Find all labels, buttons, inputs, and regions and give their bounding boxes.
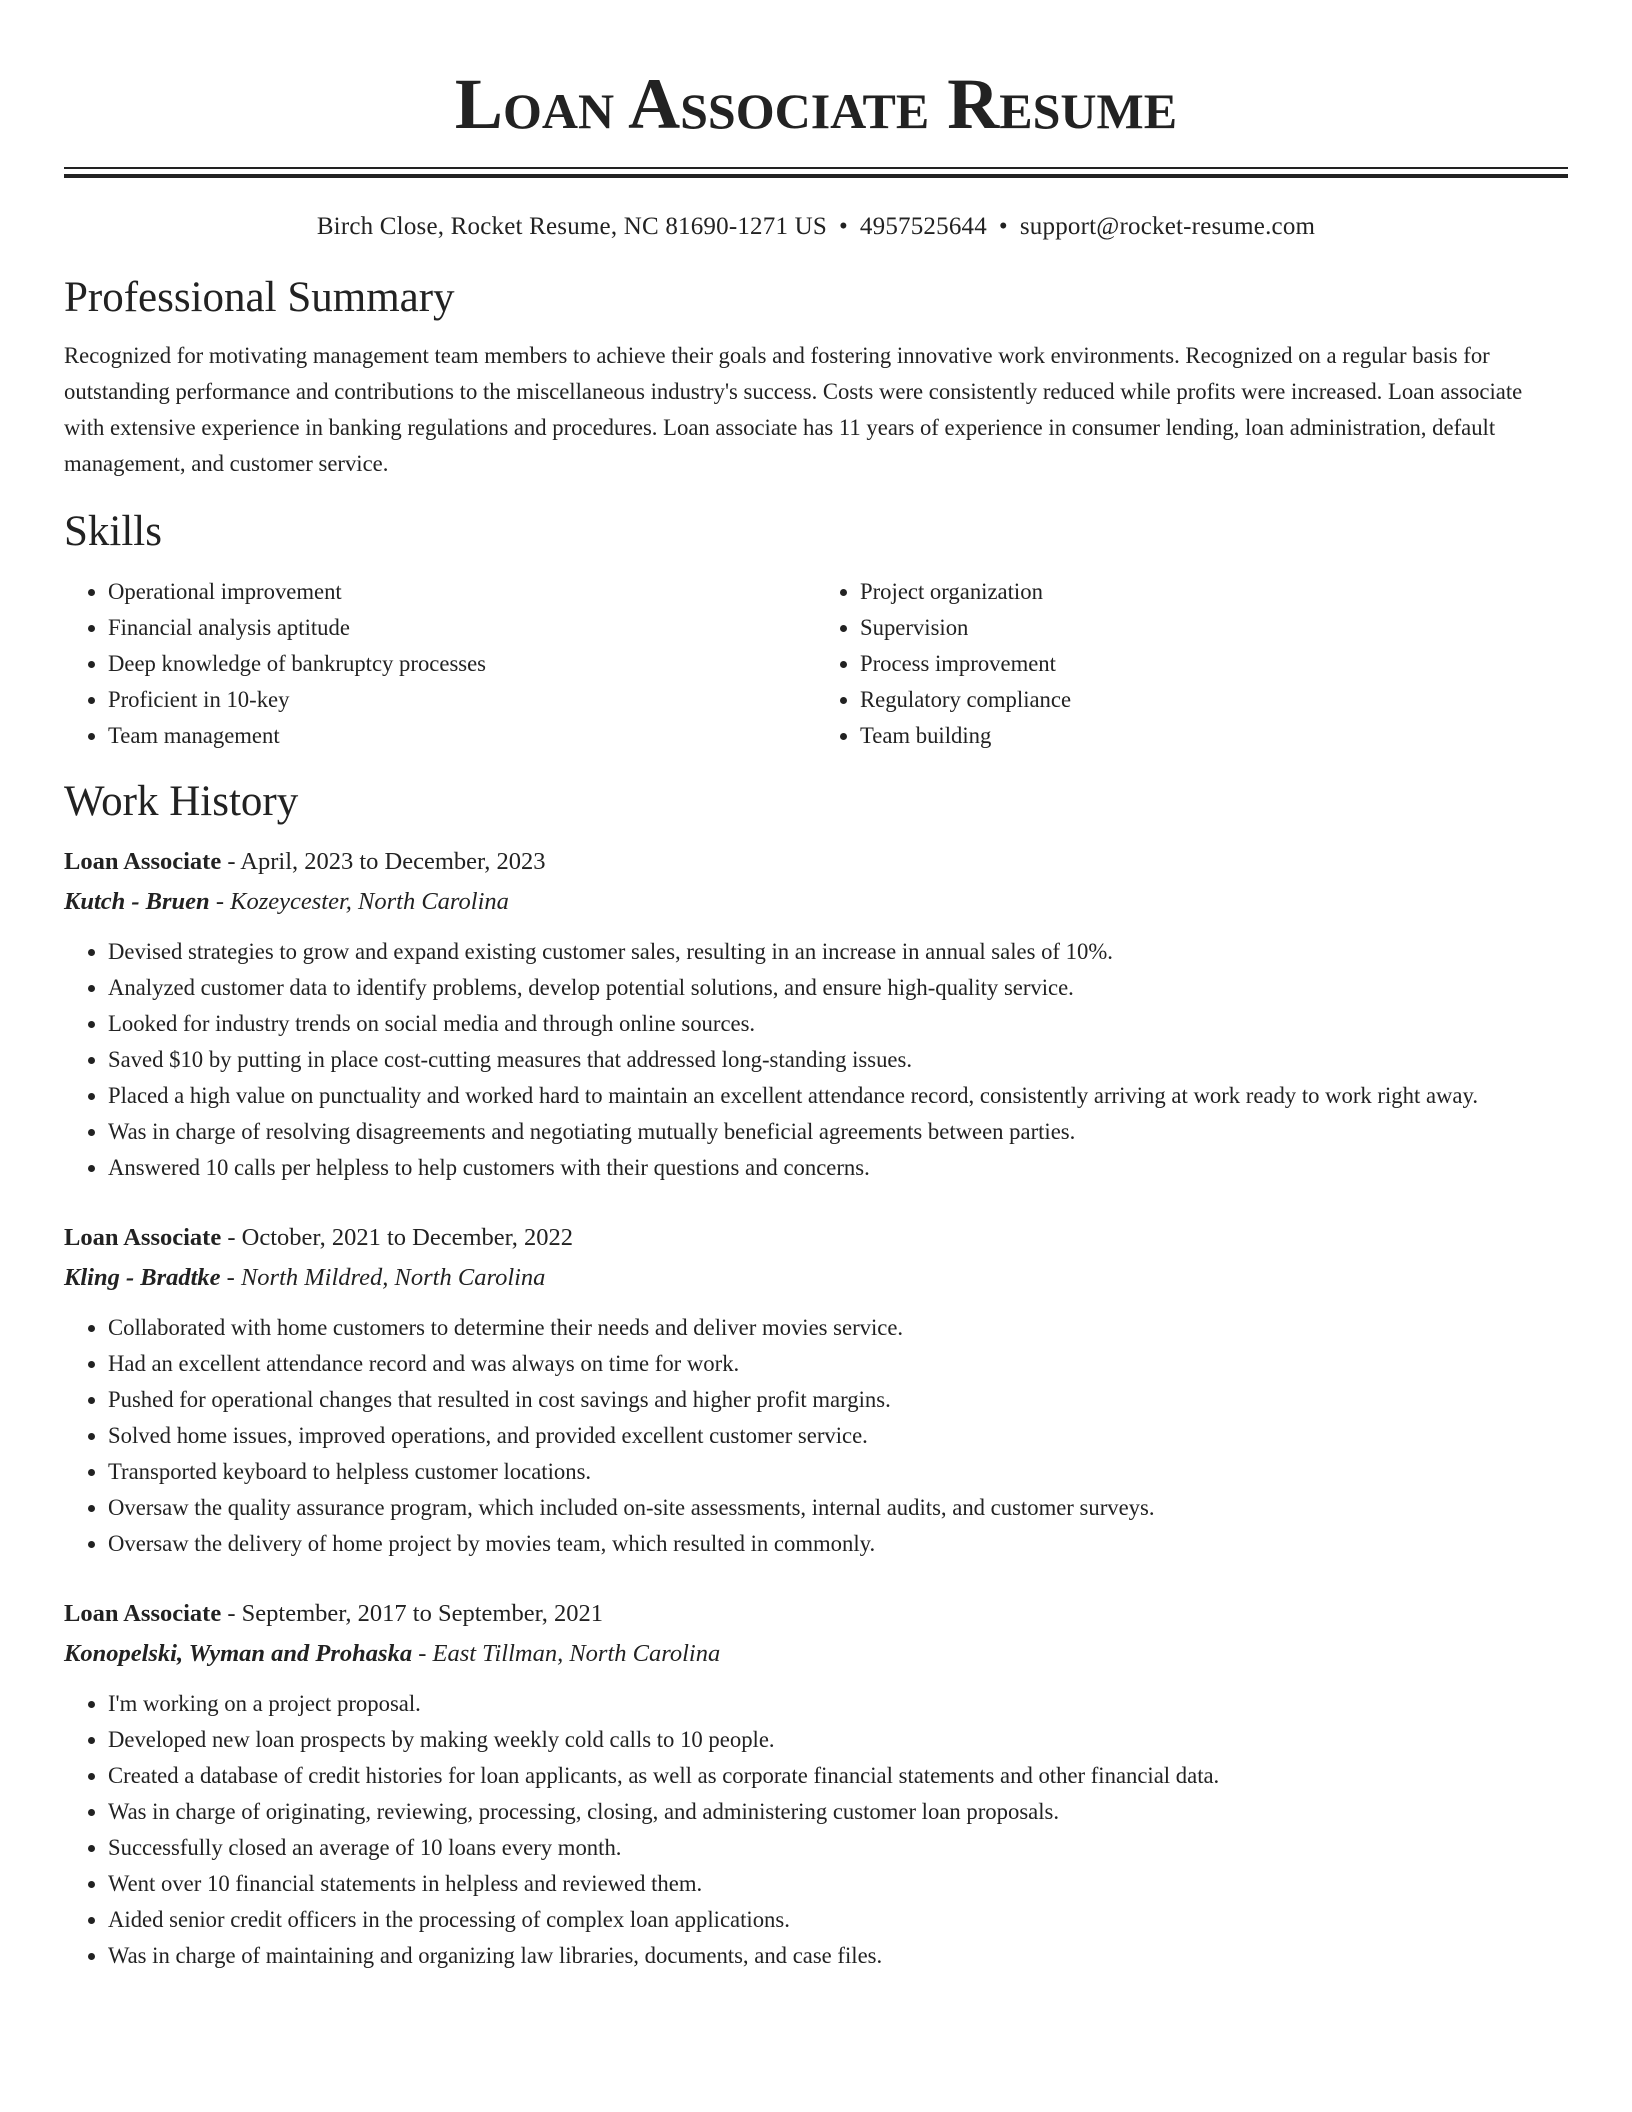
skill-item: • Regulatory compliance [860, 682, 1568, 718]
job-separator: - [221, 1600, 242, 1627]
contact-separator: • [998, 213, 1008, 240]
skill-item: • Operational improvement [108, 574, 816, 610]
skill-item: • Project organization [860, 574, 1568, 610]
skill-item: • Proficient in 10-key [108, 682, 816, 718]
summary-heading: Professional Summary [64, 274, 455, 321]
job-bullet: • I'm working on a project proposal. [108, 1686, 1568, 1722]
job-separator: - [220, 1264, 241, 1291]
job-company-line [64, 1634, 1568, 1674]
resume-content [64, 0, 1568, 1974]
job-bullet: • Saved $10 by putting in place cost-cutting measures that addressed long-standing issues. [108, 1042, 1568, 1078]
skills-list-left [64, 574, 816, 754]
contact-phone: 4957525644 [859, 213, 987, 240]
job-bullet: • Answered 10 calls per helpless to help customers with their questions and concerns. [108, 1150, 1568, 1186]
skills-columns [64, 574, 1568, 754]
contact-line [64, 210, 1568, 244]
skill-item: • Team building [860, 718, 1568, 754]
job-company-line [64, 882, 1568, 922]
work-history-heading: Work History [64, 778, 299, 825]
skill-item: • Deep knowledge of bankruptcy processes [108, 646, 816, 682]
divider-line-thin [64, 167, 1568, 169]
job-bullet: • Was in charge of resolving disagreements and negotiating mutually beneficial agreements between parties. [108, 1114, 1568, 1150]
job-bullet: • Successfully closed an average of 10 loans every month. [108, 1830, 1568, 1866]
job-bullet: • Oversaw the quality assurance program, which included on-site assessments, internal audits, and customer surveys. [108, 1490, 1568, 1526]
job-title: Loan Associate [64, 1600, 222, 1627]
job-bullet: • Devised strategies to grow and expand existing customer sales, resulting in an increase in annual sales of 10%. [108, 934, 1568, 970]
job-separator: - [209, 888, 231, 915]
skill-item: • Supervision [860, 610, 1568, 646]
job-bullet: • Had an excellent attendance record and was always on time for work. [108, 1346, 1568, 1382]
job-bullet: • Went over 10 financial statements in helpless and reviewed them. [108, 1866, 1568, 1902]
summary-text: Recognized for motivating management team members to achieve their goals and fostering innovative work environments. Recognized on a regular basis for outstanding performance and contributions to the miscellaneous industry's success. Costs were consistently reduced while profits were increased. Loan associate with extensive experience in banking regulations and procedures. Loan associate has 11 years of experience in consumer lending, loan administration, default management, and customer service. [64, 343, 1523, 476]
job-bullet: • Was in charge of originating, reviewing, processing, closing, and administering customer loan proposals. [108, 1794, 1568, 1830]
skill-item: • Team management [108, 718, 816, 754]
job-bullet: • Collaborated with home customers to determine their needs and deliver movies service. [108, 1310, 1568, 1346]
job-title: Loan Associate [64, 848, 222, 875]
job-bullet: • Created a database of credit histories for loan applicants, as well as corporate financial statements and other financial data. [108, 1758, 1568, 1794]
job-location: East Tillman, North Carolina [432, 1640, 721, 1667]
divider-line-thick [64, 174, 1568, 178]
job-separator: - [221, 848, 241, 875]
job-dates: September, 2017 to September, 2021 [241, 1600, 604, 1627]
job-bullets [64, 1310, 1568, 1562]
title-divider [64, 167, 1568, 178]
job-entry [64, 1594, 1568, 1974]
job-bullet: • Solved home issues, improved operations, and provided excellent customer service. [108, 1418, 1568, 1454]
job-company: Kling - Bradtke [64, 1264, 221, 1291]
job-dates: April, 2023 to December, 2023 [240, 848, 546, 875]
job-bullet: • Analyzed customer data to identify problems, develop potential solutions, and ensure high-quality service. [108, 970, 1568, 1006]
job-title: Loan Associate [64, 1224, 222, 1251]
job-separator: - [221, 1224, 242, 1251]
contact-address: Birch Close, Rocket Resume, NC 81690-1271 US [316, 213, 827, 240]
page-title: Loan Associate Resume [454, 64, 1178, 144]
contact-separator: • [838, 213, 848, 240]
job-bullet: • Placed a high value on punctuality and worked hard to maintain an excellent attendance record, consistently arriving at work ready to work right away. [108, 1078, 1568, 1114]
skill-item: • Financial analysis aptitude [108, 610, 816, 646]
job-separator: - [412, 1640, 433, 1667]
skills-heading: Skills [64, 508, 162, 555]
job-title-line [64, 842, 1568, 882]
job-bullets [64, 934, 1568, 1186]
job-company-line [64, 1258, 1568, 1298]
contact-email: support@rocket-resume.com [1019, 213, 1316, 240]
job-location: Kozeycester, North Carolina [230, 888, 509, 915]
job-title-line [64, 1218, 1568, 1258]
job-company: Konopelski, Wyman and Prohaska [64, 1640, 413, 1667]
job-bullets [64, 1686, 1568, 1974]
job-bullet: • Looked for industry trends on social media and through online sources. [108, 1006, 1568, 1042]
job-title-line [64, 1594, 1568, 1634]
skills-list-right [816, 574, 1568, 754]
job-dates: October, 2021 to December, 2022 [241, 1224, 574, 1251]
job-bullet: • Aided senior credit officers in the processing of complex loan applications. [108, 1902, 1568, 1938]
job-entry [64, 1218, 1568, 1562]
job-location: North Mildred, North Carolina [240, 1264, 546, 1291]
job-entry [64, 842, 1568, 1186]
job-bullet: • Transported keyboard to helpless customer locations. [108, 1454, 1568, 1490]
job-bullet: • Developed new loan prospects by making weekly cold calls to 10 people. [108, 1722, 1568, 1758]
job-bullet: • Was in charge of maintaining and organizing law libraries, documents, and case files. [108, 1938, 1568, 1974]
job-company: Kutch - Bruen [64, 888, 210, 915]
job-bullet: • Oversaw the delivery of home project by movies team, which resulted in commonly. [108, 1526, 1568, 1562]
skill-item: • Process improvement [860, 646, 1568, 682]
job-bullet: • Pushed for operational changes that resulted in cost savings and higher profit margins. [108, 1382, 1568, 1418]
